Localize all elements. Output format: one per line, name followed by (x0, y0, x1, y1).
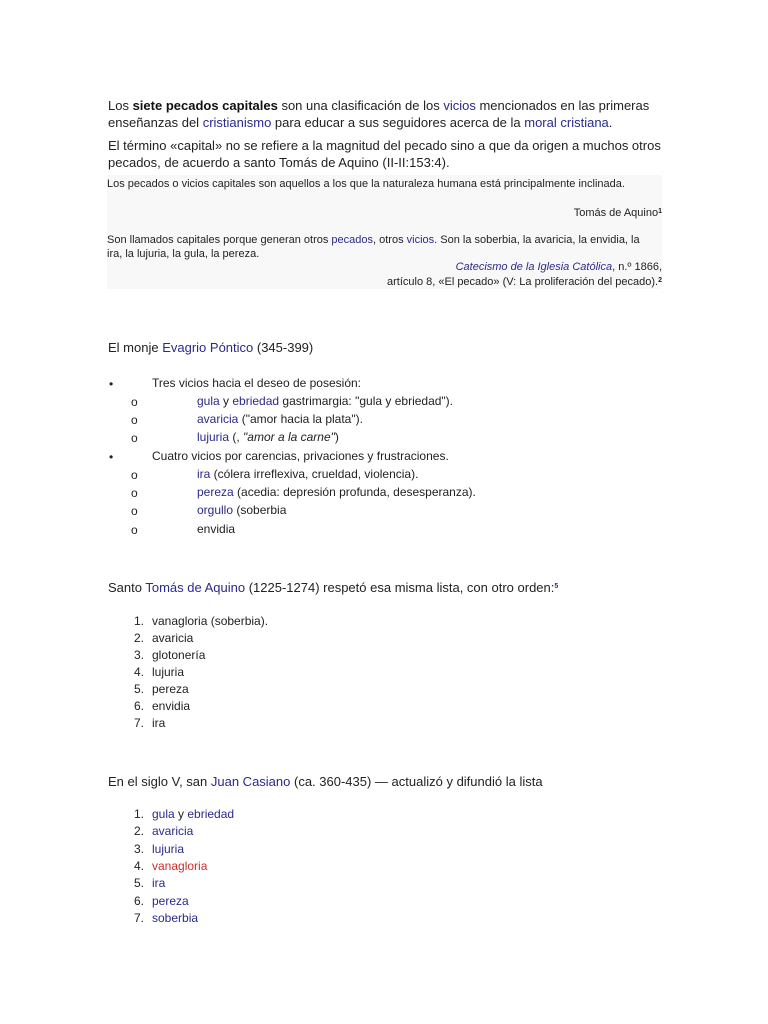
list-item-text: (cólera irreflexiva, crueldad, violencia). (210, 467, 419, 481)
evagrio-text: El monje (108, 340, 163, 355)
link-vicios-quote[interactable]: vicios (406, 234, 435, 246)
link-catecismo[interactable]: Catecismo de la Iglesia Católica (455, 261, 613, 273)
intro-text: . (608, 115, 613, 130)
group-2-heading: Cuatro vicios por carencias, privaciones y frustraciones. (152, 449, 449, 463)
list-item-text: ("amor hacia la plata"). (238, 412, 363, 426)
list-number: 5. (133, 682, 144, 696)
bullet-icon: • (109, 450, 114, 464)
reference-5[interactable]: 5 (554, 583, 559, 590)
link-ebriedad[interactable]: ebriedad (232, 394, 280, 408)
list-number: 2. (133, 631, 144, 645)
list-number: 6. (133, 893, 144, 908)
reference-2[interactable]: 2 (658, 277, 662, 284)
sub-bullet-icon: o (131, 504, 138, 518)
quote-2-segment: . Son la soberbia, la avaricia, la envidia, la ira, la lujuria, la gula, la pereza. (107, 234, 640, 260)
reference-1[interactable]: 1 (658, 208, 662, 215)
list-number: 3. (133, 841, 144, 856)
link-ira[interactable]: ira (152, 876, 166, 891)
intro-text: mencionados en las primeras enseñanzas del (108, 98, 650, 130)
quote-2-segment: , otros (373, 234, 407, 246)
link-gula[interactable]: gula (152, 807, 175, 821)
list-item (197, 393, 453, 409)
list-number: 7. (133, 910, 144, 925)
list-number: 1. (133, 614, 144, 628)
list-item-text: (, (229, 430, 244, 444)
capital-definition-paragraph: El término «capital» no se refiere a la magnitud del pecado sino a que da origen a muchos otros pecados, de acuerdo a santo Tomás de Aquino (II-II:153:4). (108, 138, 661, 170)
link-juan-casiano[interactable]: Juan Casiano (210, 774, 291, 789)
link-lujuria[interactable]: lujuria (152, 841, 185, 856)
list-item: envidia (197, 522, 236, 536)
sub-bullet-icon: o (131, 431, 138, 445)
sub-bullet-icon: o (131, 413, 138, 427)
list-number: 5. (133, 876, 144, 891)
link-vanagloria[interactable]: vanagloria (152, 858, 208, 873)
intro-paragraph (108, 97, 668, 131)
quote-1-text: Los pecados o vicios capitales son aquellos a los que la naturaleza humana está principalmente inclinada. (107, 178, 625, 190)
casiano-text: En el siglo V, san (108, 774, 211, 789)
link-tomas-de-aquino[interactable]: Tomás de Aquino (145, 580, 246, 595)
quote-2-text (107, 233, 657, 261)
list-number: 4. (133, 665, 144, 679)
list-item: lujuria (152, 665, 185, 679)
link-avaricia[interactable]: avaricia (152, 824, 194, 839)
list-item: vanagloria (soberbia). (152, 614, 269, 628)
quote-2-attribution-line-2 (387, 275, 662, 289)
link-soberbia[interactable]: soberbia (152, 910, 199, 925)
list-item (152, 910, 198, 926)
quote-1-attribution (574, 206, 662, 220)
link-pereza[interactable]: pereza (152, 893, 189, 908)
list-item-text: ) (334, 430, 339, 444)
quote-1-author: Tomás de Aquino (573, 207, 659, 219)
link-pereza[interactable]: pereza (197, 485, 234, 499)
list-item-text: (acedia: depresión profunda, desesperanza). (233, 485, 476, 499)
link-moral-cristiana[interactable]: moral cristiana (524, 115, 609, 130)
list-item (197, 429, 339, 445)
list-item: avaricia (152, 631, 194, 645)
casiano-line (108, 773, 543, 790)
evagrio-line (108, 339, 313, 356)
link-cristianismo[interactable]: cristianismo (202, 115, 272, 130)
list-item-text: (soberbia (233, 503, 287, 517)
sub-bullet-icon: o (131, 395, 138, 409)
sub-bullet-icon: o (131, 486, 138, 500)
tomas-line (108, 579, 558, 596)
list-number: 4. (133, 858, 144, 873)
bullet-icon: • (109, 377, 114, 391)
list-item-italic: "amor a la carne" (243, 430, 335, 444)
quote-2-attr-text: , n.º 1866, (612, 261, 662, 273)
list-item: envidia (152, 699, 191, 713)
link-avaricia[interactable]: avaricia (197, 412, 239, 426)
list-item (197, 502, 286, 518)
link-vicios[interactable]: vicios (443, 98, 476, 113)
tomas-text: (1225-1274) respetó esa misma lista, con otro orden: (245, 580, 555, 595)
sub-bullet-icon: o (131, 523, 138, 537)
list-item-text: y (174, 807, 188, 821)
group-1-heading: Tres vicios hacia el deseo de posesión: (152, 376, 362, 390)
link-lujuria[interactable]: lujuria (197, 430, 230, 444)
casiano-text: (ca. 360-435) — actualizó y difundió la lista (290, 774, 543, 789)
list-item-text: y (219, 394, 233, 408)
list-number: 1. (133, 807, 144, 821)
link-ira[interactable]: ira (197, 467, 211, 481)
list-item (152, 841, 184, 857)
quote-2-segment: Son llamados capitales porque generan otros (107, 234, 332, 246)
intro-text: son una clasificación de los (277, 98, 444, 113)
quote-2-attr-text: artículo 8, «El pecado» (V: La proliferación del pecado). (387, 276, 659, 288)
intro-text: para educar a sus seguidores acerca de la (271, 115, 525, 130)
list-number: 3. (133, 648, 144, 662)
list-number: 2. (133, 824, 144, 839)
link-ebriedad[interactable]: ebriedad (187, 807, 235, 821)
list-item (152, 858, 207, 874)
intro-bold-term: siete pecados capitales (132, 98, 278, 113)
evagrio-text: (345-399) (253, 340, 314, 355)
link-pecados[interactable]: pecados (331, 234, 374, 246)
list-item: pereza (152, 682, 189, 696)
sub-bullet-icon: o (131, 468, 138, 482)
list-item (152, 893, 189, 909)
list-number: 7. (133, 716, 144, 730)
list-item: glotonería (152, 648, 206, 662)
link-evagrio-pontico[interactable]: Evagrio Póntico (162, 340, 254, 355)
link-orgullo[interactable]: orgullo (197, 503, 234, 517)
list-item (152, 875, 165, 891)
list-item (152, 806, 234, 822)
list-item (197, 466, 418, 482)
list-item (197, 484, 476, 500)
link-gula[interactable]: gula (197, 394, 220, 408)
list-item (197, 411, 363, 427)
quote-2-attribution-line-1 (456, 260, 662, 274)
intro-text: Los (108, 98, 133, 113)
list-item (152, 823, 193, 839)
list-number: 6. (133, 699, 144, 713)
list-item: ira (152, 716, 166, 730)
tomas-text: Santo (108, 580, 146, 595)
list-item-text: gastrimargia: "gula y ebriedad"). (279, 394, 454, 408)
